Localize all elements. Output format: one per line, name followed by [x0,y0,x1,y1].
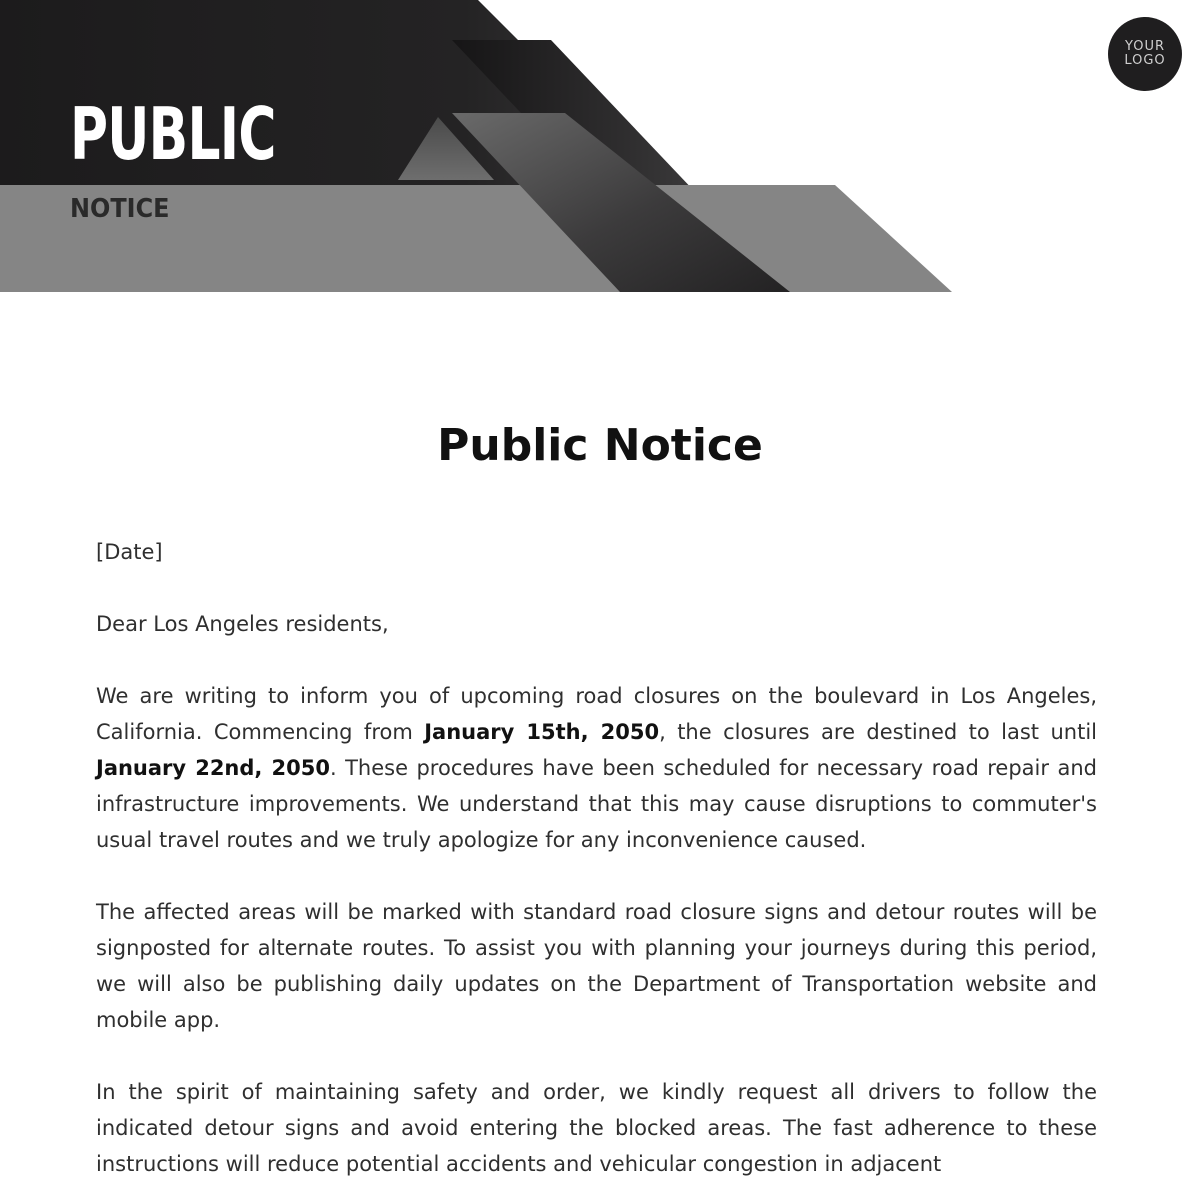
paragraph-text: , the closures are destined to last until [659,720,1097,744]
end-date: January 22nd, 2050 [96,756,330,780]
paragraph-detour-info: The affected areas will be marked with standard road closure signs and detour routes will be signposted for alternate routes. To assist you with planning your journeys during this period, we will also be publishing daily updates on the Department of Transportation website and mobile app. [96,900,1097,1032]
start-date: January 15th, 2050 [424,720,660,744]
paragraph-text: . These procedures have been scheduled for necessary road repair and infrastructure improvements. We understand that this may cause disruptions to commuter's usual travel routes and we truly apologize for any inconvenience caused. [96,756,1097,852]
logo-badge [1108,17,1182,91]
salutation: Dear Los Angeles residents, [96,612,389,636]
document-body [96,534,1097,1200]
banner-title: PUBLIC [70,92,276,176]
logo-text-line2: LOGO [1124,53,1166,68]
header-banner [0,0,1200,292]
paragraph-closure-info [96,678,1097,858]
document-title: Public Notice [437,420,763,471]
date-line: [Date] [96,540,163,564]
banner-subtitle: NOTICE [70,194,170,224]
logo-text-line1: YOUR [1124,39,1165,54]
paragraph-text: We are writing to inform you of upcoming road closures on the boulevard in Los Angeles, California. Commencing from [96,684,1097,744]
paragraph-safety-request: In the spirit of maintaining safety and order, we kindly request all drivers to follow the indicated detour signs and avoid entering the blocked areas. The fast adherence to these instructions will reduce potential accidents and vehicular congestion in adjacent [96,1080,1097,1176]
